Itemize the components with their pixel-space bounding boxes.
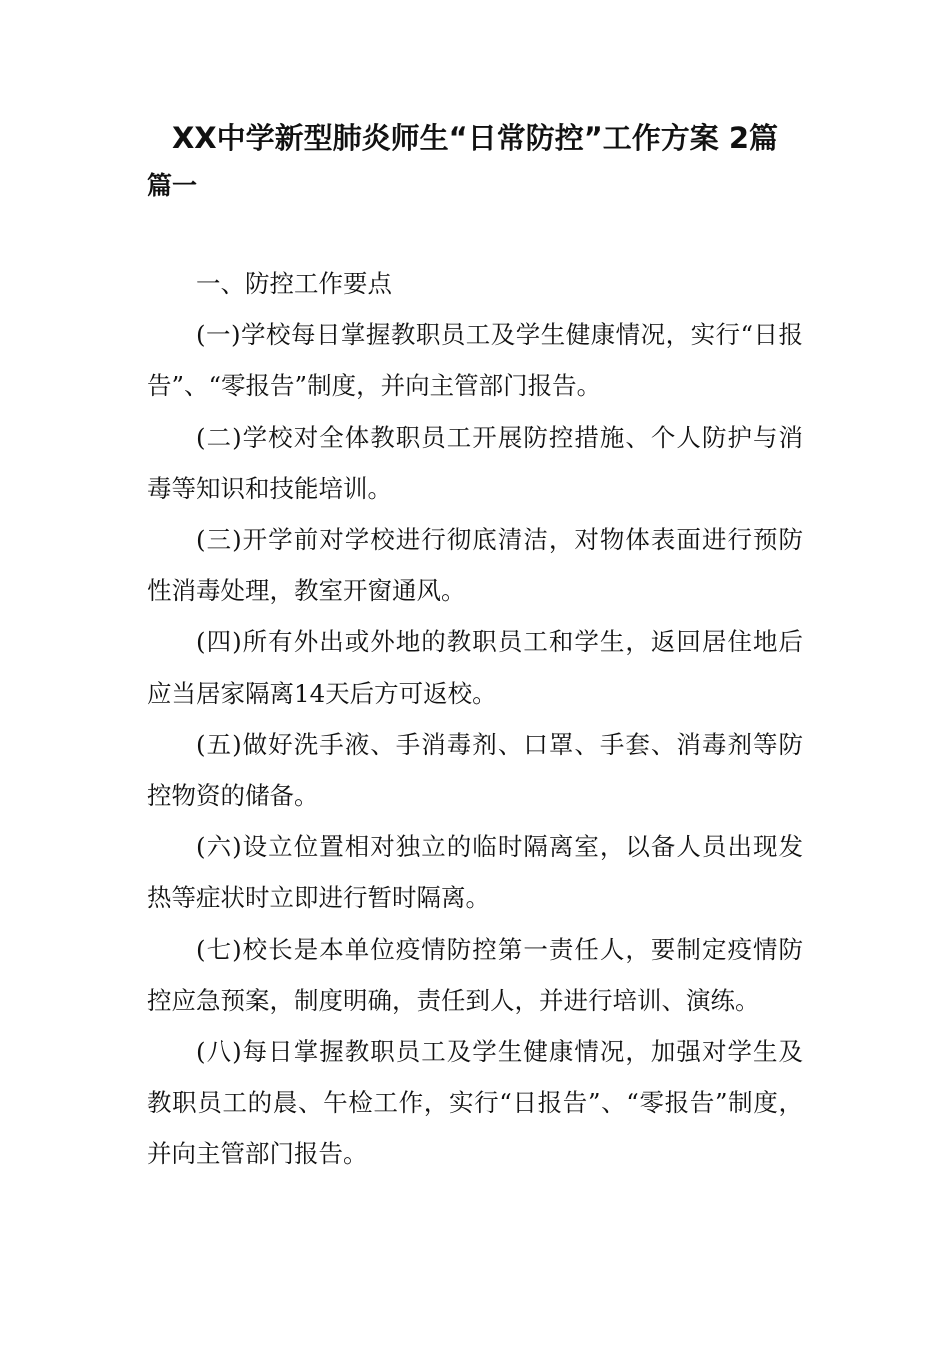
document-title: XX中学新型肺炎师生“日常防控”工作方案 2篇 [171,121,779,155]
paragraph: (七)校长是本单位疫情防控第一责任人，要制定疫情防控应急预案，制度明确，责任到人，并进行培训、演练。 [147,934,803,1015]
part-heading: 篇一 [147,171,198,200]
paragraph: (八)每日掌握教职员工及学生健康情况，加强对学生及教职员工的晨、午检工作，实行“日报告”、“零报告”制度，并向主管部门报告。 [147,1037,803,1169]
paragraph: (六)设立位置相对独立的临时隔离室，以备人员出现发热等症状时立即进行暂时隔离。 [147,832,803,913]
paragraph: (五)做好洗手液、手消毒剂、口罩、手套、消毒剂等防控物资的储备。 [147,729,803,811]
section-heading: 一、防控工作要点 [196,269,392,298]
document-body [147,258,803,1180]
paragraph: (三)开学前对学校进行彻底清洁，对物体表面进行预防性消毒处理，教室开窗通风。 [147,525,803,606]
paragraph: (一)学校每日掌握教职员工及学生健康情况，实行“日报告”、“零报告”制度，并向主管部门报告。 [147,320,803,401]
paragraph: (四)所有外出或外地的教职员工和学生，返回居住地后应当居家隔离14天后方可返校。 [147,627,803,708]
paragraph: (二)学校对全体教职员工开展防控措施、个人防护与消毒等知识和技能培训。 [147,422,803,503]
